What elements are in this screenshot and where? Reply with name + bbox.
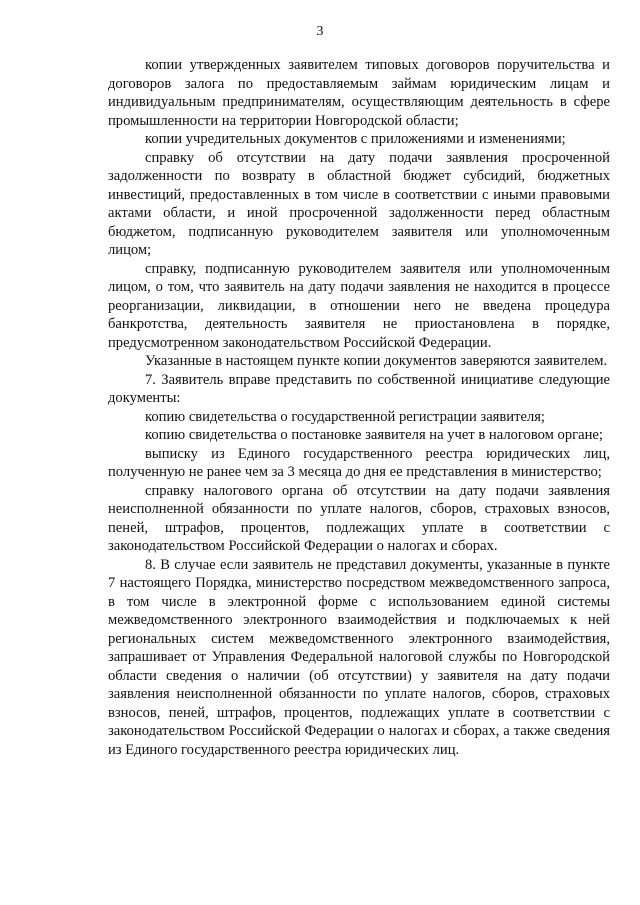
paragraph-tax-authority-certificate: справку налогового органа об отсутствии на дату подачи заявления неисполненной обязанности по уплате налогов, сборов, страховых взносов, пеней, штрафов, процентов, подлежащих уплате в соответствии с законодательством Российской Федерации о налогах и сборах.	[108, 482, 610, 554]
paragraph-tax-registration: копию свидетельства о постановке заявителя на учет в налоговом органе;	[145, 427, 603, 443]
paragraph-founding-documents: копии учредительных документов с приложениями и изменениями;	[145, 131, 566, 147]
paragraph-reorganization-certificate: справку, подписанную руководителем заявителя или уполномоченным лицом, о том, что заявитель на дату подачи заявления не находится в процессе реорганизации, ликвидации, в отношении него не введена процедура банкротства, деятельность заявителя не приостановлена в порядке, предусмотренном законодательством Российской Федерации.	[108, 260, 610, 351]
paragraph-registration-certificate: копию свидетельства о государственной регистрации заявителя;	[145, 408, 545, 425]
paragraph-debt-certificate: справку об отсутствии на дату подачи заявления просроченной задолженности по возврату в областной бюджет субсидий, бюджетных инвестиций, предоставленных в том числе в соответствии с иными правовыми актами области, и иной просроченной задолженности перед областным бюджетом, подписанную руководителем заявителя или уполномоченным лицом;	[108, 149, 610, 258]
paragraph-item-7: 7. Заявитель вправе представить по собственной инициативе следующие документы:	[108, 371, 610, 406]
paragraph-guarantee-contracts: копии утвержденных заявителем типовых договоров поручительства и договоров залога по предоставляемым займам юридическим лицам и индивидуальным предпринимателям, осуществляющим деятельность в сфере промышленности на территории Новгородской области;	[108, 57, 610, 129]
page-number: 3	[316, 24, 324, 39]
paragraph-copies-certified: Указанные в настоящем пункте копии документов заверяются заявителем.	[145, 353, 608, 369]
paragraph-item-8: 8. В случае если заявитель не представил документы, указанные в пункте 7 настоящего Порядка, министерство посредством межведомственного запроса, в том числе в электронной форме с использованием единой системы межведомственного электронного взаимодействия и подключаемых к ней региональных систем межведомственного электронного взаимодействия, запрашивает от Управления Федеральной налоговой службы по Новгородской области сведения о наличии (об отсутствии) у заявителя на дату подачи заявления неисполненной обязанности по уплате налогов, сборов, страховых взносов, пеней, штрафов, процентов, подлежащих уплате в соответствии с законодательством Российской Федерации о налогах и сборах, а также сведения из Единого государственного реестра юридических лиц.	[108, 556, 610, 758]
paragraph-registry-extract: выписку из Единого государственного реестра юридических лиц, полученную не ранее чем за 3 месяца до дня ее представления в министерство;	[108, 445, 610, 480]
document-body	[108, 56, 610, 759]
